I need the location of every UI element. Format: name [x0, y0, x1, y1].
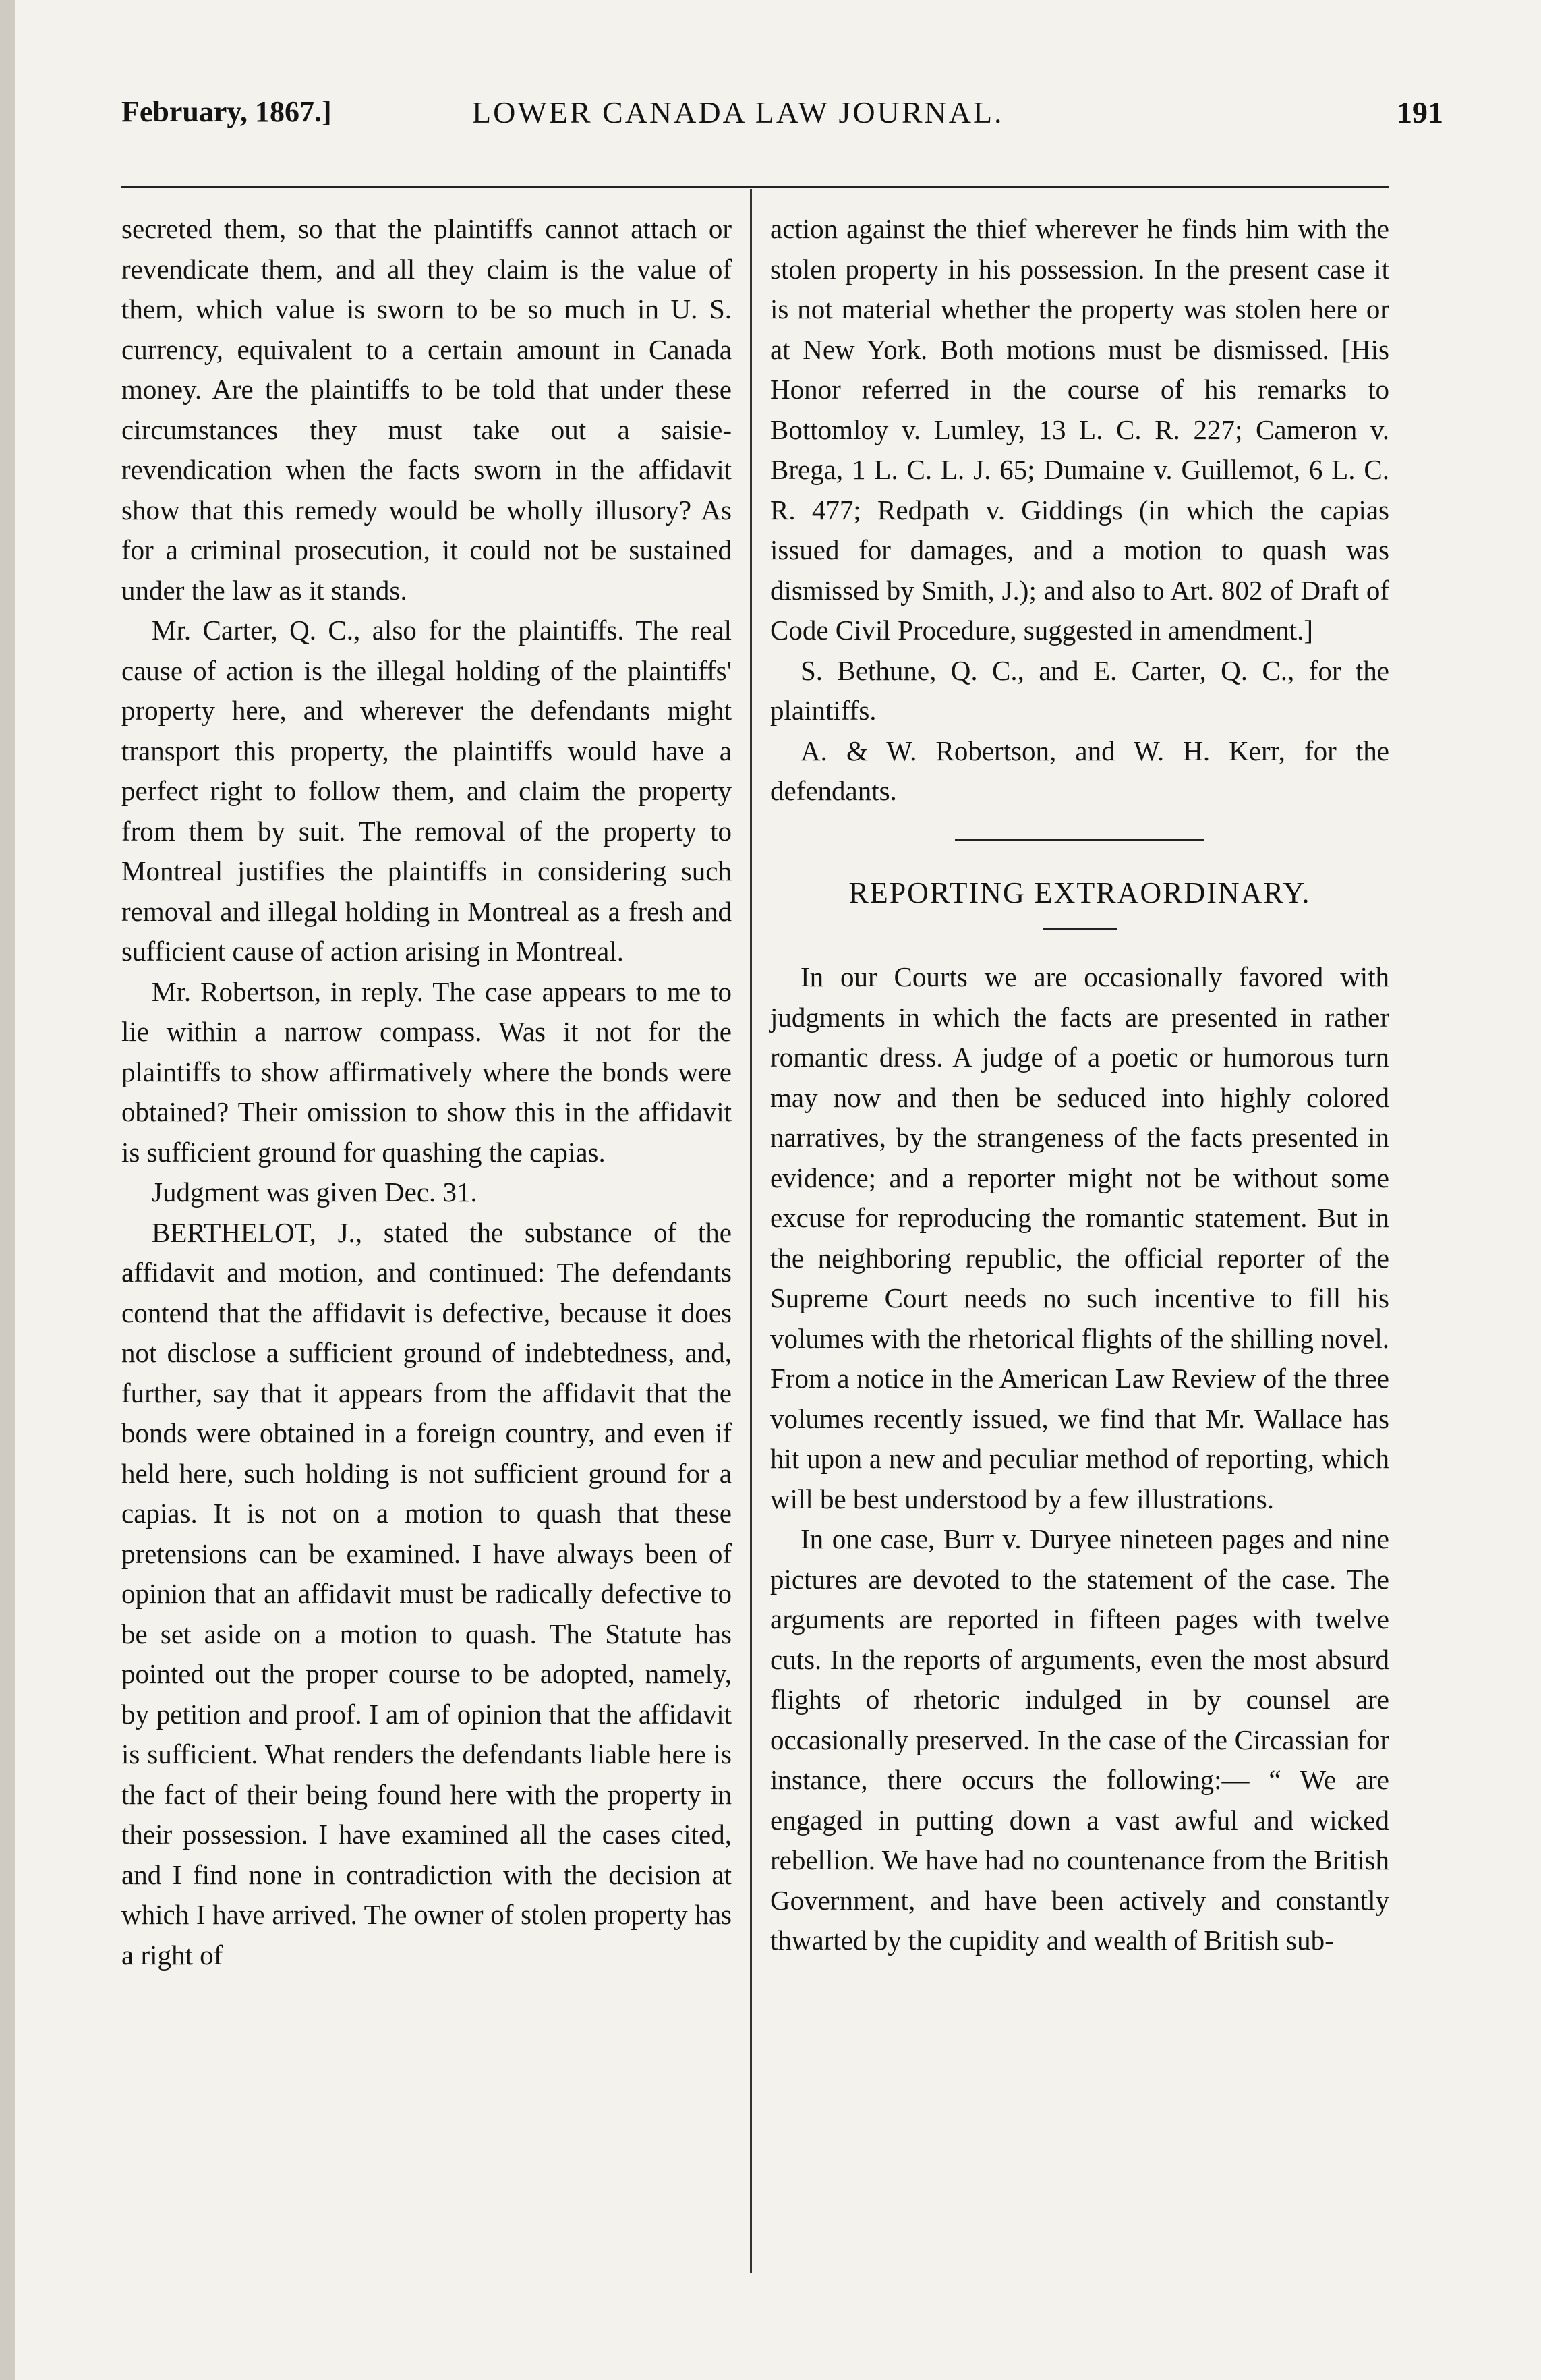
- left-paragraph-2: Mr. Carter, Q. C., also for the plaintiffs. The real cause of action is the illegal holding of the plaintiffs' property here, and wherever the defendants might transport this property, the plaintiffs would have a perfect right to follow them, and claim the property from them by suit. The removal of the property to Montreal justifies the plaintiffs in considering such removal and illegal holding in Montreal as a fresh and sufficient cause of action arising in Montreal.: [121, 615, 732, 967]
- column-divider: [750, 189, 752, 2273]
- right-column: [770, 209, 1389, 1961]
- section-rule: [955, 839, 1204, 841]
- right-paragraph-2: In our Courts we are occasionally favored with judgments in which the facts are presented in rather romantic dress. A judge of a poetic or humorous turn may now and then be seduced into highly colored narratives, by the strangeness of the facts presented in evidence; and a reporter might not be without some excuse for reproducing the romantic statement. But in the neighboring republic, the official reporter of the Supreme Court needs no such incentive to fill his volumes with the rhetorical flights of the shilling novel. From a notice in the American Law Review of the three volumes recently issued, we find that Mr. Wallace has hit upon a new and peculiar method of reporting, which will be best understood by a few illustrations.: [770, 961, 1389, 1514]
- counsel-plaintiffs: S. Bethune, Q. C., and E. Carter, Q. C., for the plaintiffs.: [770, 654, 1389, 726]
- page-header: [121, 94, 1443, 148]
- section-heading: REPORTING EXTRAORDINARY.: [848, 876, 1311, 909]
- heading-rule: [1043, 928, 1117, 930]
- left-paragraph-5: BERTHELOT, J., stated the substance of the affidavit and motion, and continued: The defendants contend that the affidavit is defective, because it does not disclose a sufficient ground of indebtedness, and, further, say that it appears from the affidavit that the bonds were obtained in a foreign country, and even if held here, such holding is not sufficient ground for a capias. It is not on a motion to quash that these pretensions can be examined. I have always been of opinion that an affidavit must be radically defective to be set aside on a motion to quash. The Statute has pointed out the proper course to be adopted, namely, by petition and proof. I am of opinion that the affidavit is sufficient. What renders the defendants liable here is the fact of their being found here with the property in their possession. I have examined all the cases cited, and I find none in contradiction with the decision at which I have arrived. The owner of stolen property has a right of: [121, 1216, 732, 1971]
- left-column: [121, 209, 732, 1975]
- left-paragraph-4: Judgment was given Dec. 31.: [152, 1177, 477, 1208]
- page-edge-shadow: [0, 0, 15, 2380]
- right-paragraph-1: action against the thief wherever he finds him with the stolen property in his possession. In the present case it is not material whether the property was stolen here or at New York. Both motions must be dismissed. [His Honor referred in the course of his remarks to Bottomloy v. Lumley, 13 L. C. R. 227; Cameron v. Brega, 1 L. C. L. J. 65; Dumaine v. Guillemot, 6 L. C. R. 477; Redpath v. Giddings (in which the capias issued for damages, and a motion to quash was dismissed by Smith, J.); and also to Art. 802 of Draft of Code Civil Procedure, suggested in amendment.]: [770, 213, 1389, 646]
- left-paragraph-3: Mr. Robertson, in reply. The case appears to me to lie within a narrow compass. Was it not for the plaintiffs to show affirmatively where the bonds were obtained? Their omission to show this in the affidavit is sufficient ground for quashing the capias.: [121, 975, 732, 1168]
- header-rule: [121, 186, 1389, 188]
- header-date: February, 1867.]: [121, 95, 332, 128]
- journal-title: LOWER CANADA LAW JOURNAL.: [472, 95, 1004, 130]
- page-number: 191: [1397, 95, 1443, 130]
- left-paragraph-1: secreted them, so that the plaintiffs cannot attach or revendicate them, and all they claim is the value of them, which value is sworn to be so much in U. S. currency, equivalent to a certain amount in Canada money. Are the plaintiffs to be told that under these circumstances they must take out a saisie-revendication when the facts sworn in the affidavit show that this remedy would be wholly illusory? As for a criminal prosecution, it could not be sustained under the law as it stands.: [121, 213, 732, 606]
- right-paragraph-3: In one case, Burr v. Duryee nineteen pages and nine pictures are devoted to the statement of the case. The arguments are reported in fifteen pages with twelve cuts. In the reports of arguments, even the most absurd flights of rhetoric indulged in by counsel are occasionally preserved. In the case of the Circassian for instance, there occurs the following:— “ We are engaged in putting down a vast awful and wicked rebellion. We have had no countenance from the British Government, and have been actively and constantly thwarted by the cupidity and wealth of British sub-: [770, 1523, 1389, 1956]
- counsel-defendants: A. & W. Robertson, and W. H. Kerr, for the defendants.: [770, 735, 1389, 806]
